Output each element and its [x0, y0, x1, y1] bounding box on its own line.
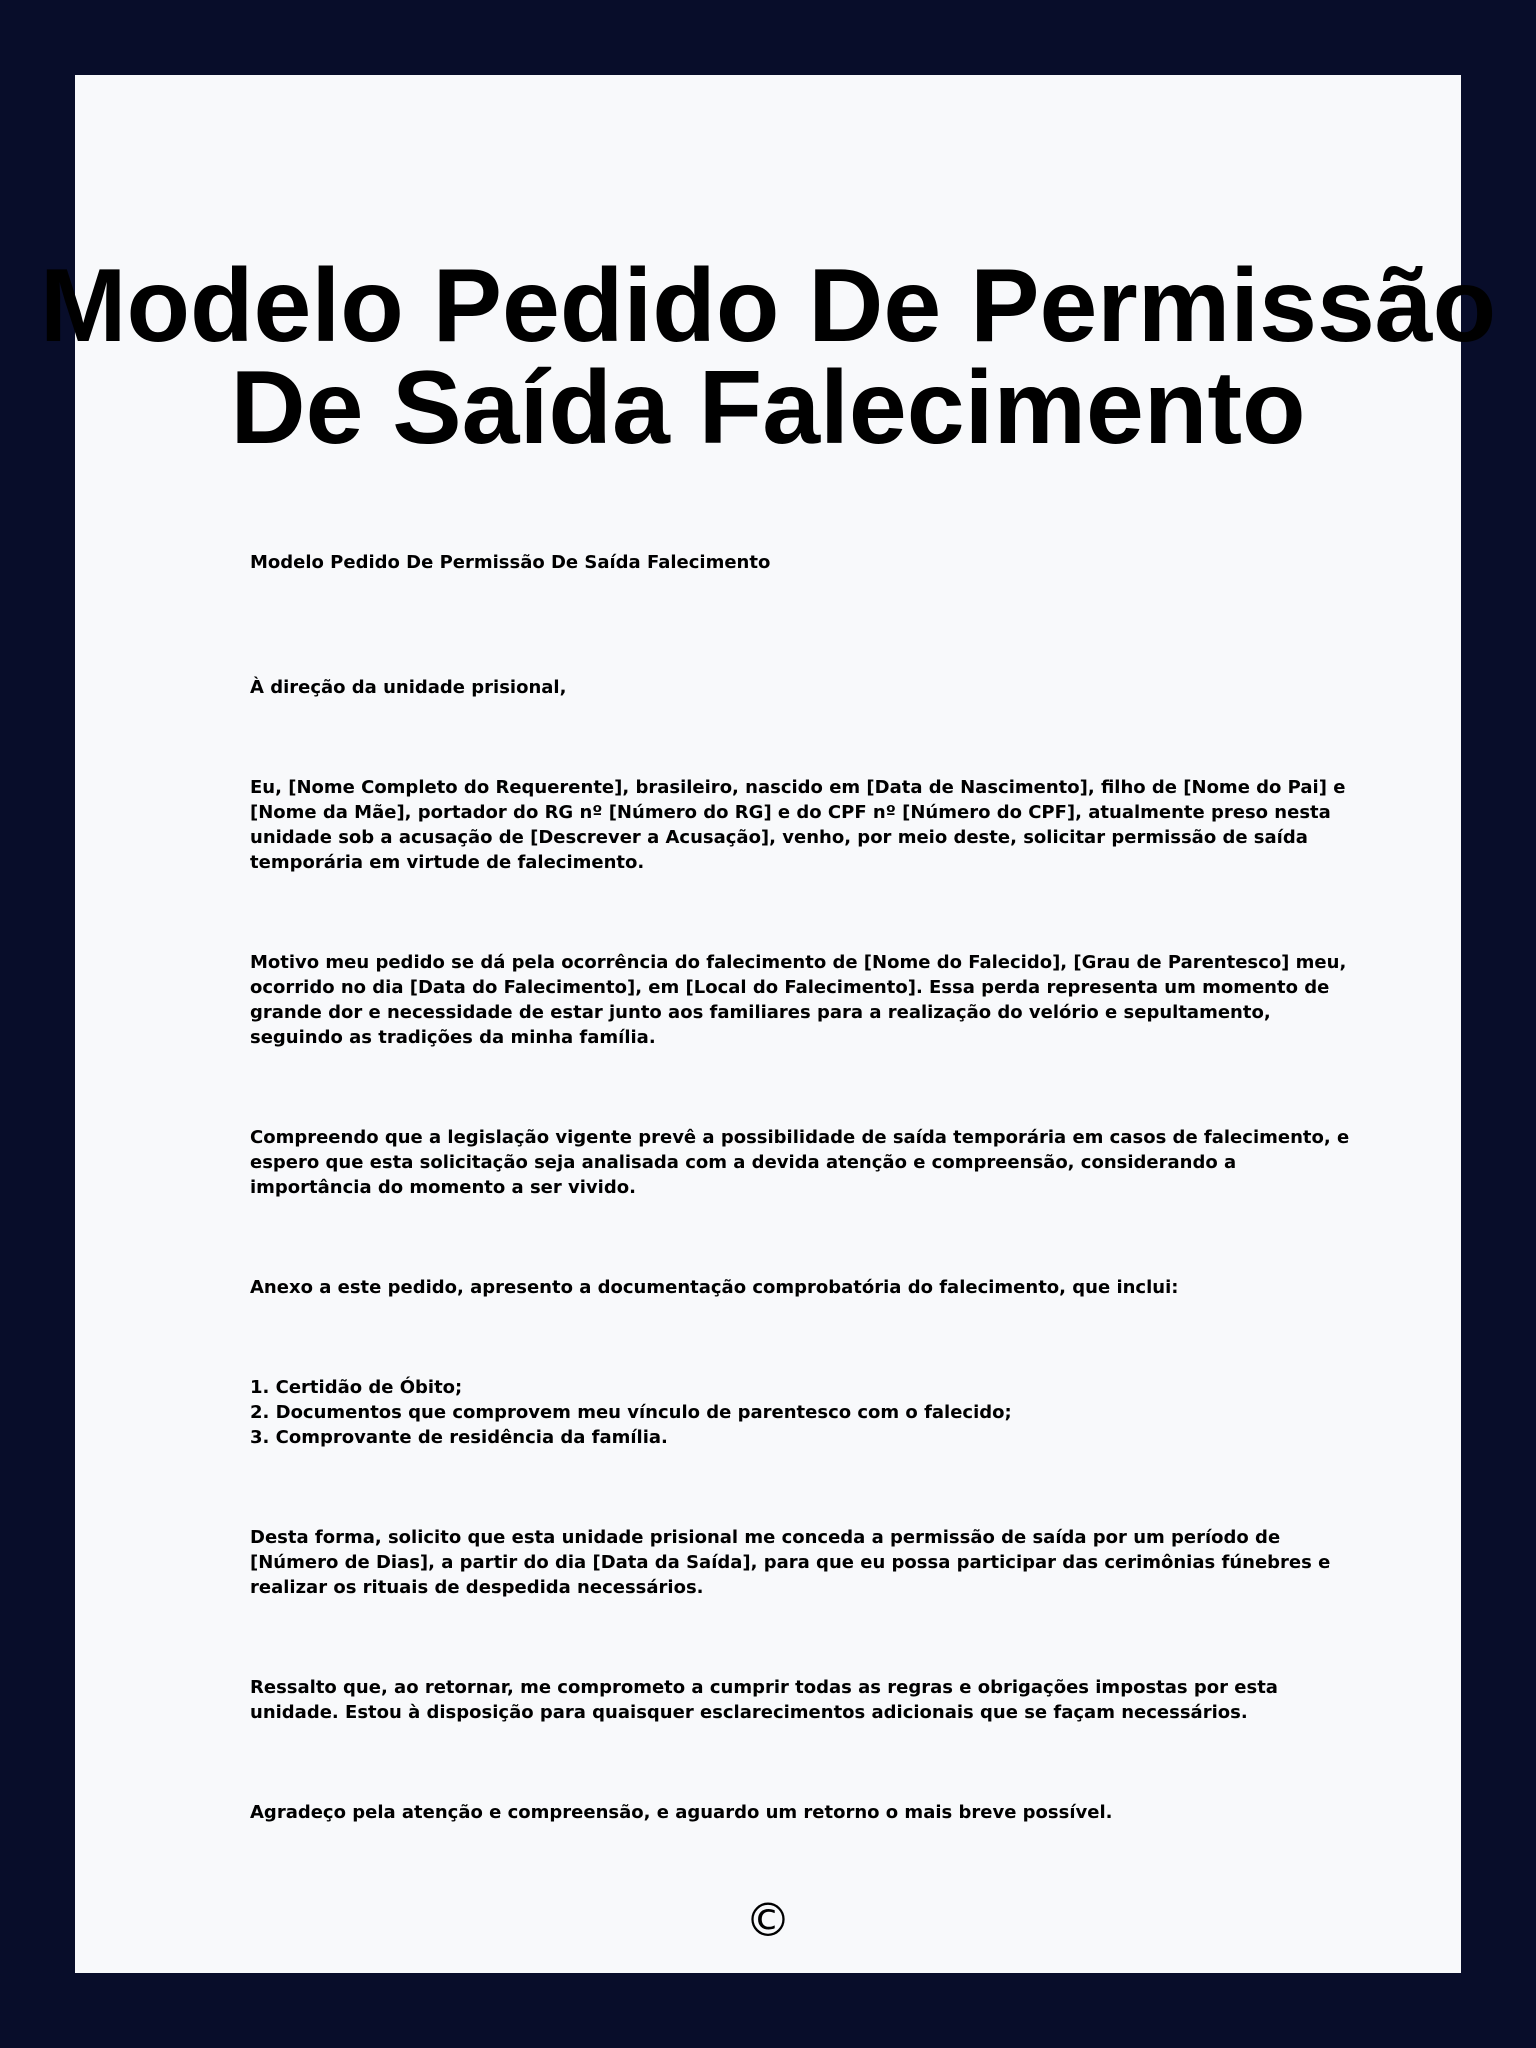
list-item: 2. Documentos que comprovem meu vínculo de parentesco com o falecido; [250, 1402, 1012, 1423]
copyright-icon: © [745, 1893, 791, 1947]
paragraph: Compreendo que a legislação vigente prevê a possibilidade de saída temporária em casos de falecimento, e espero que esta solicitação seja analisada com a devida atenção e compreensão, considerando a importância do momento a ser vivido. [250, 1127, 1350, 1198]
page-title-line-1: Modelo Pedido De Permissão [39, 248, 1497, 364]
paragraph: Anexo a este pedido, apresento a documentação comprobatória do falecimento, que inclui: [250, 1277, 1179, 1298]
paragraph: Desta forma, solicito que esta unidade prisional me conceda a permissão de saída por um período de [Número de Dias], a partir do dia [Data da Saída], para que eu possa participar das cerimônias fúnebres e realizar os rituais de despedida necessários. [250, 1527, 1331, 1598]
document-page [39, 75, 1497, 1973]
paragraph: Eu, [Nome Completo do Requerente], brasileiro, nascido em [Data de Nascimento], filho de [Nome do Pai] e [Nome da Mãe], portador do RG nº [Número do RG] e do CPF nº [Número do CPF], atualmente preso nesta unidade sob a acusação de [Descrever a Acusação], venho, por meio deste, solicitar permissão de saída temporária em virtude de falecimento. [250, 777, 1346, 873]
list-item: 1. Certidão de Óbito; [250, 1377, 463, 1398]
salutation: À direção da unidade prisional, [250, 677, 567, 698]
list-item: 3. Comprovante de residência da família. [250, 1427, 668, 1448]
paragraph: Ressalto que, ao retornar, me comprometo a cumprir todas as regras e obrigações impostas por esta unidade. Estou à disposição para quaisquer esclarecimentos adicionais que se façam necessários. [250, 1677, 1278, 1723]
page-title-line-2: De Saída Falecimento [230, 350, 1306, 466]
page-title [35, 248, 1501, 466]
document-heading: Modelo Pedido De Permissão De Saída Falecimento [250, 552, 771, 573]
attachment-list [250, 1375, 1360, 1450]
paragraph: Motivo meu pedido se dá pela ocorrência do falecimento de [Nome do Falecido], [Grau de Parentesco] meu, ocorrido no dia [Data do Falecimento], em [Local do Falecimento]. Essa perda representa um momento de grande dor e necessidade de estar junto aos familiares para a realização do velório e sepultamento, seguindo as tradições da minha família. [250, 952, 1347, 1048]
paragraph: Agradeço pela atenção e compreensão, e aguardo um retorno o mais breve possível. [250, 1802, 1113, 1823]
document-body [250, 550, 1360, 1900]
